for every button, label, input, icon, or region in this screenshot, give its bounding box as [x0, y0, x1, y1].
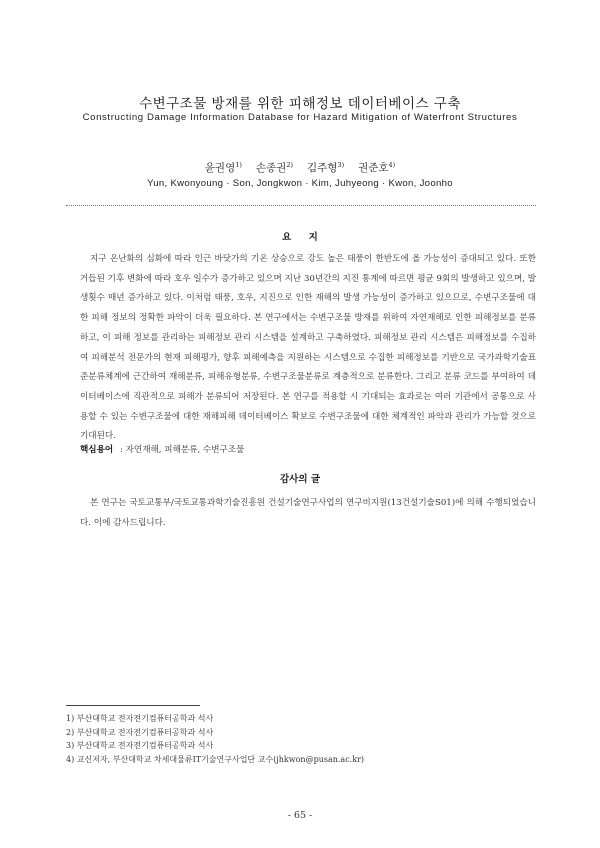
footnotes [66, 712, 546, 766]
author-name: 윤권영 [204, 162, 236, 174]
keywords-line [80, 443, 536, 455]
dotted-divider [66, 205, 536, 206]
keywords-label: 핵심용어 [80, 445, 114, 455]
author-mark: 3) [337, 161, 345, 169]
acknowledgement-text: 본 연구는 국토교통부/국토교통과학기술진흥원 건설기술연구사업의 연구비지원(13건설기술S01)에 의해 수행되었습니다. 이에 감사드립니다. [80, 498, 536, 528]
keywords-separator: : [119, 445, 123, 455]
title-english: Constructing Damage Information Database for Hazard Mitigation of Waterfront Structures [82, 112, 518, 123]
author-mark: 4) [388, 161, 396, 169]
abstract-heading: 요 지 [282, 232, 318, 243]
footnote: 3) 부산대학교 전자전기컴퓨터공학과 석사 [66, 741, 214, 751]
author-name: 권준호 [358, 162, 389, 174]
author-name: 손종권 [255, 162, 287, 174]
authors-english: Yun, Kwonyoung · Son, Jongkwon · Kim, Juhyeong · Kwon, Joonho [147, 178, 453, 189]
footnote-divider [66, 705, 200, 706]
keywords-value: 자연재해, 피해분류, 수변구조물 [125, 445, 245, 455]
authors-korean [0, 160, 600, 175]
footnote: 2) 부산대학교 전자전기컴퓨터공학과 석사 [66, 727, 214, 737]
title-korean: 수변구조물 방재를 위한 피해정보 데이터베이스 구축 [139, 96, 461, 112]
author-mark: 2) [286, 161, 293, 169]
footnote: 4) 교신저자, 부산대학교 차세대물류IT기술연구사업단 교수(jhkwon@pusan.ac.kr) [66, 754, 365, 764]
page-number: - 65 - [287, 810, 313, 821]
footnote: 1) 부산대학교 전자전기컴퓨터공학과 석사 [66, 714, 214, 723]
abstract-text: 지구 온난화의 심화에 따라 인근 바닷가의 기온 상승으로 강도 높은 태풍이 한반도에 올 가능성이 증대되고 있다. 또한 거듭된 기후 변화에 따라 호우 일수가 증가하고 있으며 지난 30년간의 지진 통계에 따르면 평균 9회의 발생하고 있으며, 발생횟수 매년 증가하고 있다. 이처럼 태풍, 호우, 지진으로 인한 재해의 발생 가능성이 증가하고 있으므로, 수변구조물에 대한 피해 정보의 정확한 파악이 더욱 필요하다. 본 연구에서는 수변구조물 방재를 위하여 자연재해로 인한 피해정보를 분류하고, 이 피해 정보를 관리하는 피해정보 관리 시스템을 설계하고 구축하였다. 피해정보 관리 시스템은 피해정보를 수집하여 피해분석 전문가의 현재 피해평가, 향후 피해예측을 지원하는 시스템으로 수집한 피해정보를 기반으로 국가과학기술표준분류체계에 근간하여 재해분류, 피해유형분류, 수변구조물분류로 계층적으로 분류한다. 그리고 분류 코드를 부여하여 데이터베이스에 직관적으로 피해가 분류되어 저장된다. 본 연구를 적용할 시 기대되는 효과로는 여러 기관에서 공통으로 사용할 수 있는 수변구조물에 대한 재해피해 데이터베이스 확보로 수변구조물에 대한 체계적인 파악과 관리가 가능할 것으로 기대된다. [80, 254, 536, 442]
acknowledgement-heading: 감사의 글 [279, 474, 320, 485]
author-name: 김주형 [307, 162, 338, 174]
author-mark: 1) [235, 161, 242, 169]
